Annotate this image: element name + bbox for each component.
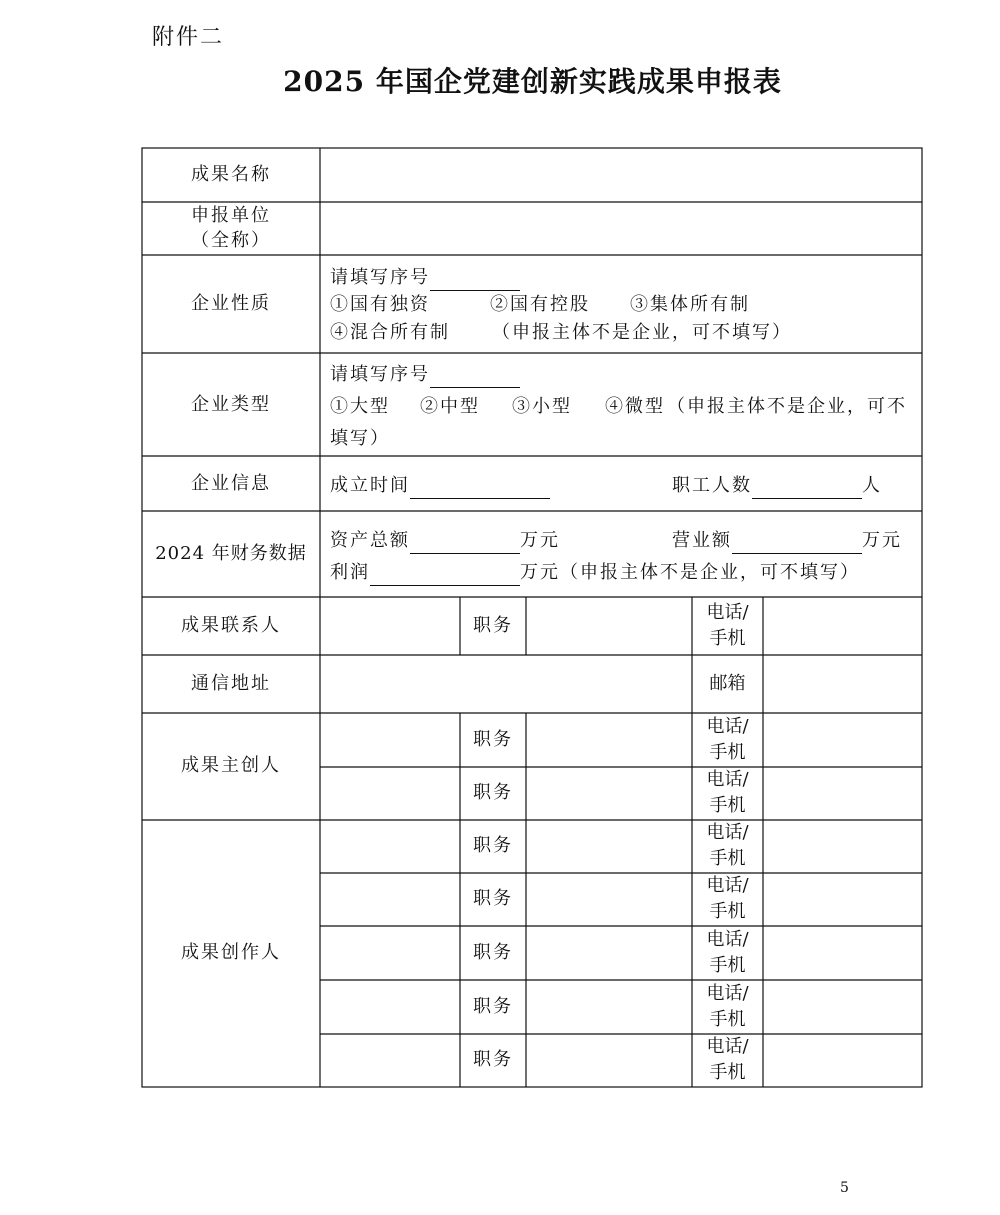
- page-title: 2025 年国企党建创新实践成果申报表: [283, 65, 782, 98]
- achievement-name-field[interactable]: [322, 150, 920, 200]
- creator-5-phone-2: 手机: [709, 1062, 746, 1083]
- creator-3-phone-1: 电话/: [706, 929, 749, 950]
- creator-5-position: 职务: [473, 1049, 513, 1070]
- type-prompt: [330, 362, 520, 388]
- main-creator-2-phone-2: 手机: [709, 795, 746, 816]
- creator-3-phone-2: 手机: [709, 955, 746, 976]
- contact-phone-label-2: 手机: [709, 628, 746, 649]
- profit-label: 利润: [330, 562, 370, 583]
- main-creator-1-phone-2: 手机: [709, 742, 746, 763]
- nature-note: （申报主体不是企业，可不填写）: [492, 322, 792, 343]
- label-achievement-name: 成果名称: [191, 164, 271, 185]
- profit-row: [330, 560, 860, 586]
- staff-blank[interactable]: [752, 478, 862, 499]
- label-creators: 成果创作人: [181, 942, 281, 963]
- nature-number-blank[interactable]: [430, 270, 520, 291]
- type-note-part1: （申报主体不是企业，可不: [667, 396, 907, 417]
- main-creator-1-phone-1: 电话/: [706, 716, 749, 737]
- revenue-blank[interactable]: [732, 533, 862, 554]
- page-number: 5: [840, 1180, 849, 1196]
- label-applicant-unit-fullname: （全称）: [191, 230, 271, 251]
- main-creator-2-position: 职务: [473, 782, 513, 803]
- profit-blank[interactable]: [370, 565, 520, 586]
- revenue-label: 营业额: [672, 530, 732, 551]
- type-option-3: ③小型: [512, 396, 572, 417]
- staff-unit: 人: [862, 475, 882, 496]
- profit-unit: 万元: [520, 562, 560, 583]
- assets-blank[interactable]: [410, 533, 520, 554]
- nature-option-1: ①国有独资: [330, 294, 430, 315]
- staff-row: [672, 473, 882, 499]
- creator-1-phone-2: 手机: [709, 848, 746, 869]
- nature-option-3: ③集体所有制: [630, 294, 750, 315]
- creator-4-phone-1: 电话/: [706, 983, 749, 1004]
- contact-position-label: 职务: [473, 615, 513, 636]
- label-main-creators: 成果主创人: [181, 755, 281, 776]
- founded-label: 成立时间: [330, 475, 410, 496]
- type-prompt-text: 请填写序号: [330, 364, 430, 385]
- nature-option-4: ④混合所有制: [330, 322, 450, 343]
- label-enterprise-info: 企业信息: [191, 473, 271, 494]
- type-option-2: ②中型: [420, 396, 480, 417]
- assets-row: [330, 528, 560, 554]
- creator-1-position: 职务: [473, 835, 513, 856]
- type-note-part2: 填写）: [330, 428, 390, 449]
- assets-unit: 万元: [520, 530, 560, 551]
- main-creator-2-phone-1: 电话/: [706, 769, 749, 790]
- contact-phone-label-1: 电话/: [706, 602, 749, 623]
- type-number-blank[interactable]: [430, 367, 520, 388]
- creator-4-phone-2: 手机: [709, 1009, 746, 1030]
- main-creator-1-position: 职务: [473, 729, 513, 750]
- finance-note: （申报主体不是企业，可不填写）: [560, 562, 860, 583]
- assets-label: 资产总额: [330, 530, 410, 551]
- email-label: 邮箱: [709, 673, 746, 694]
- creator-5-phone-1: 电话/: [706, 1036, 749, 1057]
- staff-label: 职工人数: [672, 475, 752, 496]
- label-enterprise-nature: 企业性质: [191, 293, 271, 314]
- label-contact-person: 成果联系人: [181, 615, 281, 636]
- creator-4-position: 职务: [473, 996, 513, 1017]
- attachment-label: 附件二: [152, 25, 225, 50]
- applicant-unit-field[interactable]: [322, 204, 920, 253]
- creator-2-phone-2: 手机: [709, 901, 746, 922]
- creator-3-position: 职务: [473, 942, 513, 963]
- revenue-unit: 万元: [862, 530, 902, 551]
- type-option-4: ④微型: [605, 396, 665, 417]
- nature-prompt-text: 请填写序号: [330, 267, 430, 288]
- creator-2-position: 职务: [473, 888, 513, 909]
- creator-2-phone-1: 电话/: [706, 875, 749, 896]
- label-address: 通信地址: [191, 673, 271, 694]
- nature-prompt: [330, 265, 520, 291]
- creator-1-phone-1: 电话/: [706, 822, 749, 843]
- founded-blank[interactable]: [410, 478, 550, 499]
- label-applicant-unit: 申报单位: [191, 205, 271, 226]
- label-enterprise-type: 企业类型: [191, 394, 271, 415]
- revenue-row: [672, 528, 902, 554]
- nature-option-2: ②国有控股: [490, 294, 590, 315]
- founded-row: [330, 473, 550, 499]
- label-financial-data: 2024 年财务数据: [155, 543, 307, 564]
- type-option-1: ①大型: [330, 396, 390, 417]
